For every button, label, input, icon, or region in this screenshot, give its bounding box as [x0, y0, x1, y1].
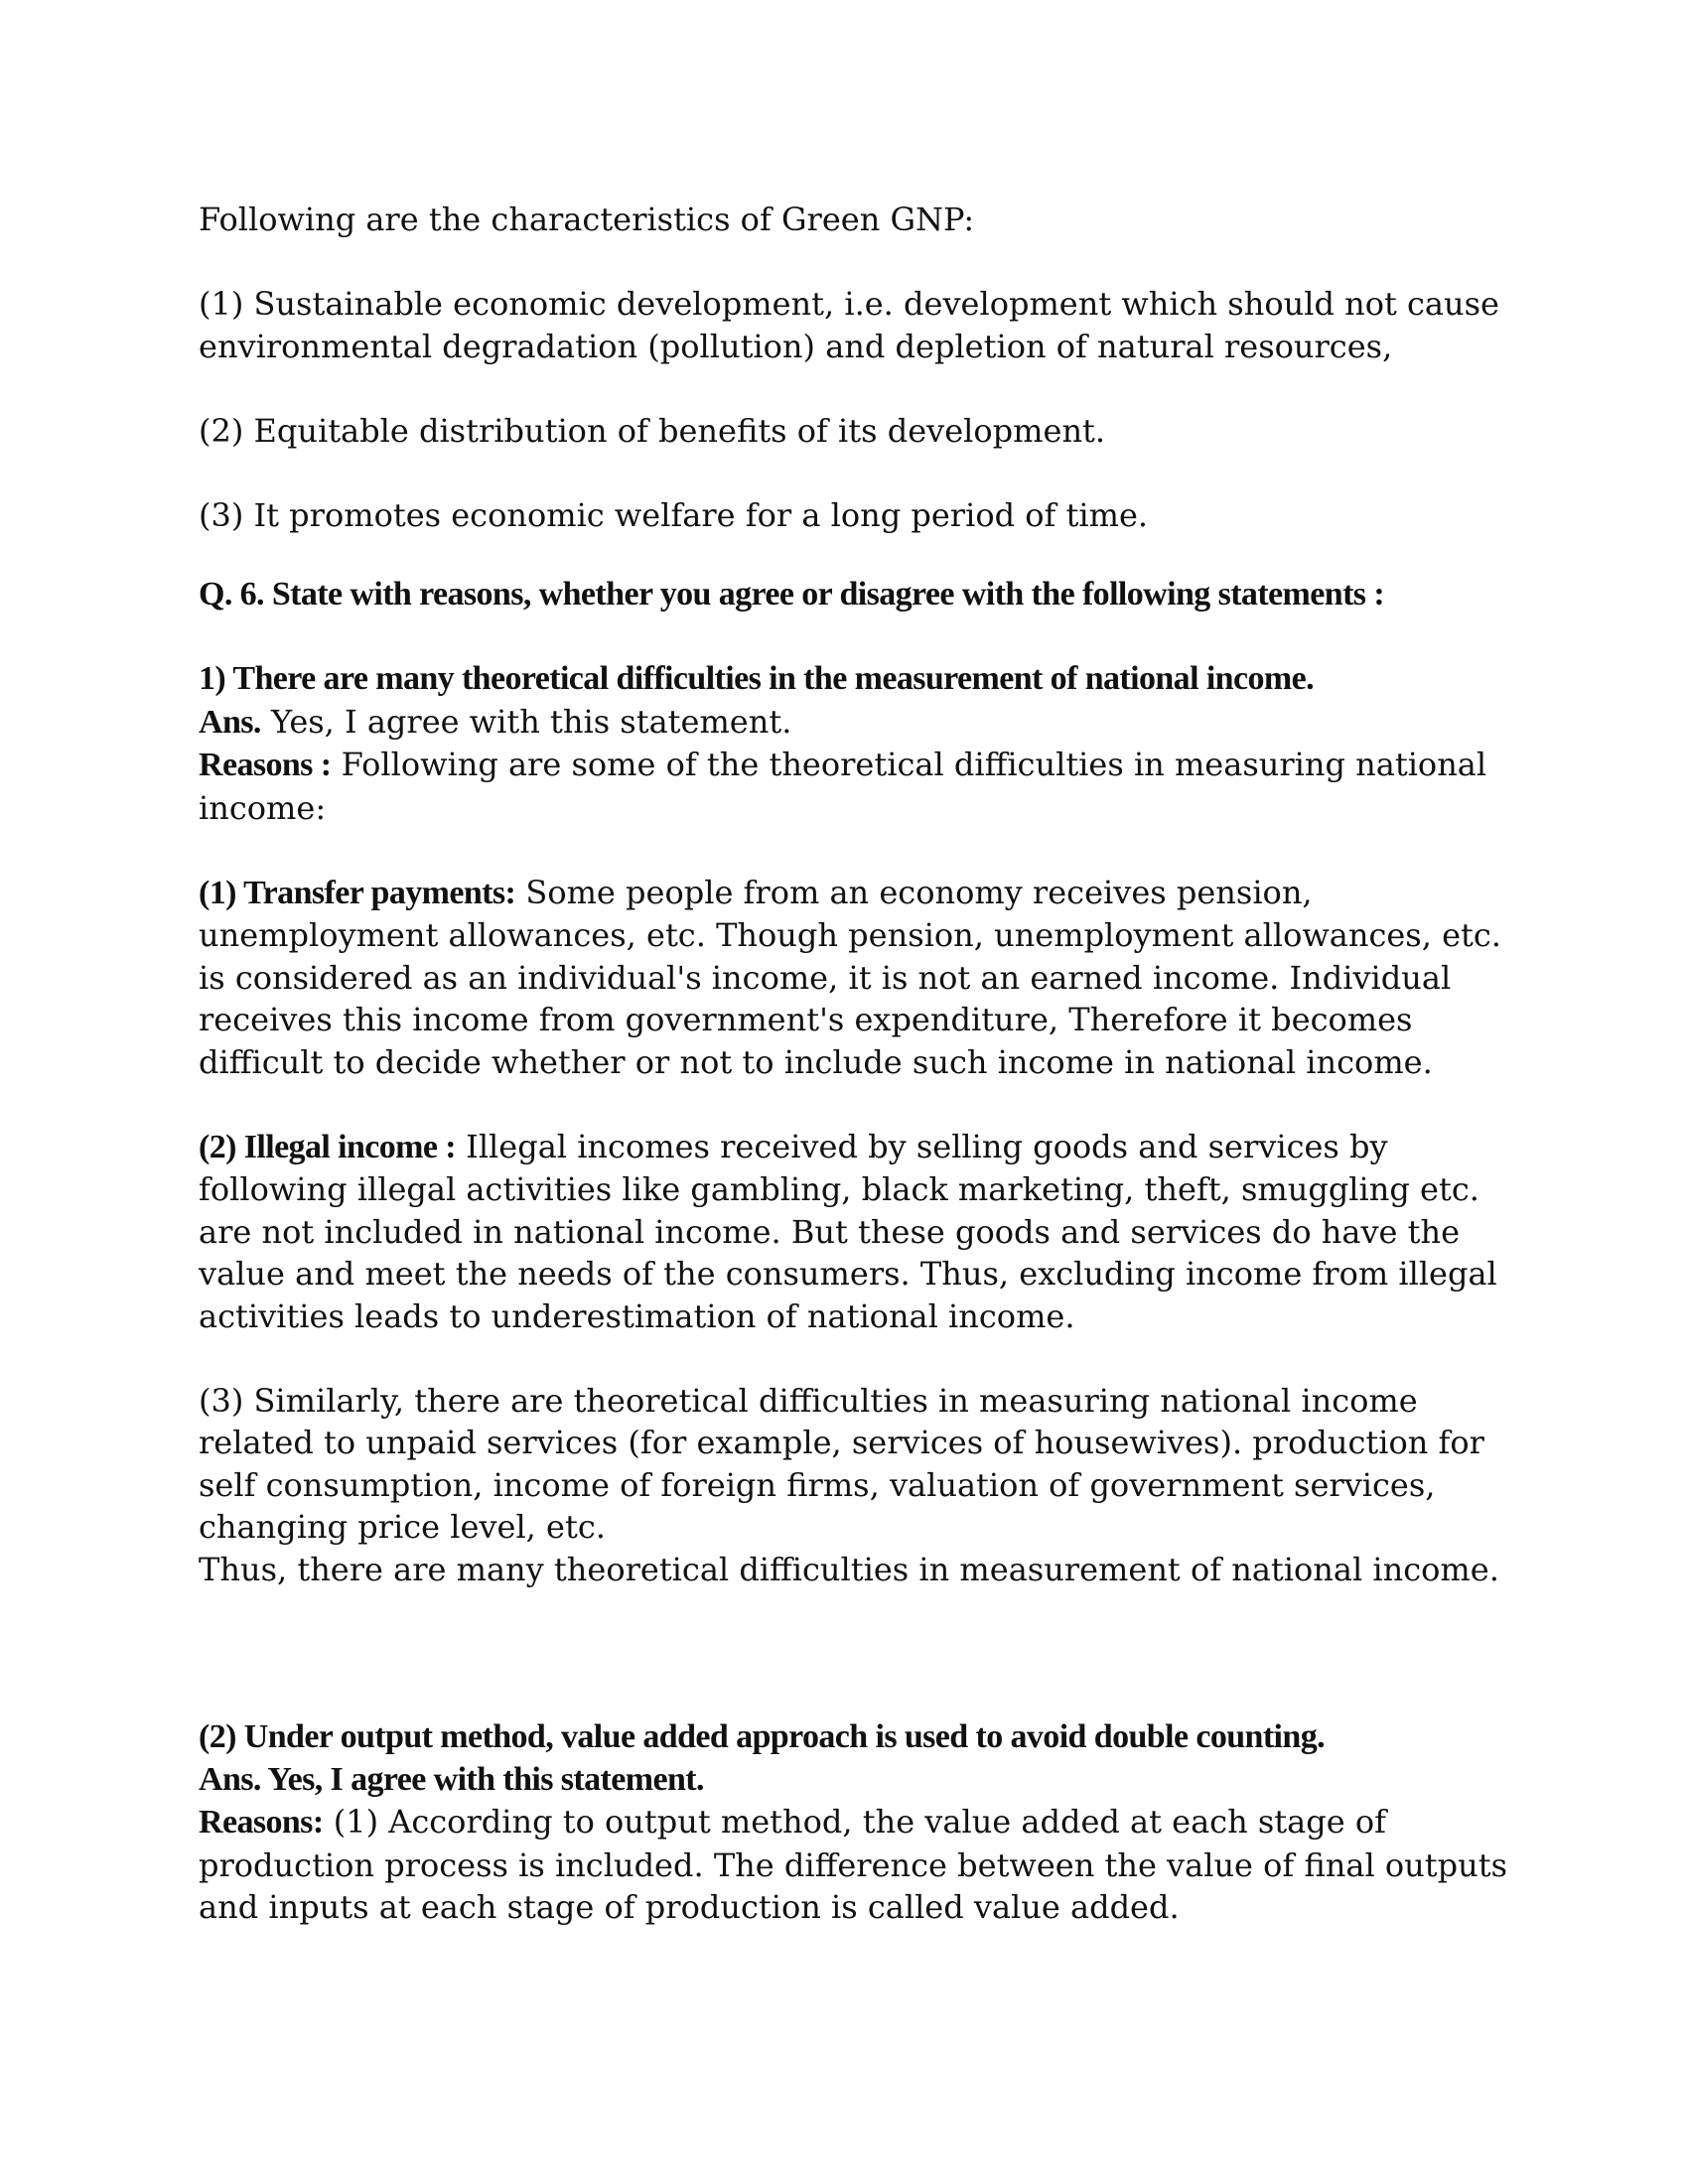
characteristic-2: (2) Equitable distribution of benefits of its development. — [199, 411, 1106, 450]
statement-2-heading: (2) Under output method, value added approach is used to avoid double counting. — [199, 1718, 1326, 1755]
statement-1-conclusion: Thus, there are many theoretical difficulties in measurement of national income. — [199, 1550, 1499, 1588]
point-transfer-payments — [199, 872, 1509, 1084]
answer-text: Yes, I agree with this statement. — [260, 702, 792, 741]
statement-1-reasons — [199, 744, 1509, 829]
point-text: Some people from an economy receives pension, unemployment allowances, etc. Though pension, unemployment allowances, etc. is considered as an individual's income, it is not an earned income. Individual receives this income from government's expenditure, Therefore it becomes difficult to decide whether or not to include such income in national income. — [199, 873, 1501, 1081]
reasons-label: Reasons : — [199, 747, 332, 783]
answer-label: Ans. — [199, 703, 261, 741]
reasons-label: Reasons: — [199, 1804, 324, 1841]
reasons-text: Following are some of the theoretical difficulties in measuring national income: — [199, 746, 1487, 827]
question-heading: Q. 6. State with reasons, whether you agree or disagree with the following statements : — [199, 576, 1385, 613]
point-other-difficulties: (3) Similarly, there are theoretical difficulties in measuring national income related to unpaid services (for example, services of housewives). production for self consumption, income of foreign firms, valuation of government services, changing price level, etc. — [199, 1381, 1484, 1546]
statement-2-reasons — [199, 1801, 1509, 1929]
point-text: Illegal incomes received by selling goods and services by following illegal activities like gambling, black marketing, theft, smuggling etc. are not included in national income. But these goods and services do have the value and meet the needs of the consumers. Thus, excluding income from illegal activities leads to underestimation of national income. — [199, 1127, 1497, 1335]
statement-2-answer: Ans. Yes, I agree with this statement. — [199, 1760, 704, 1798]
document-page — [199, 199, 1509, 1929]
point-label: (1) Transfer payments: — [199, 874, 516, 911]
characteristic-3: (3) It promotes economic welfare for a long period of time. — [199, 495, 1149, 534]
characteristic-1: (1) Sustainable economic development, i.e. development which should not cause environmental degradation (pollution) and depletion of natural resources, — [199, 285, 1499, 365]
point-label: (2) Illegal income : — [199, 1128, 456, 1165]
statement-1-heading: 1) There are many theoretical difficulties in the measurement of national income. — [199, 660, 1314, 697]
intro-text: Following are the characteristics of Green GNP: — [199, 201, 975, 238]
reasons-text: (1) According to output method, the value added at each stage of production process is included. The difference between the value of final outputs and inputs at each stage of production is called value added. — [199, 1803, 1507, 1926]
statement-1-answer — [199, 701, 1509, 745]
point-illegal-income — [199, 1126, 1509, 1338]
